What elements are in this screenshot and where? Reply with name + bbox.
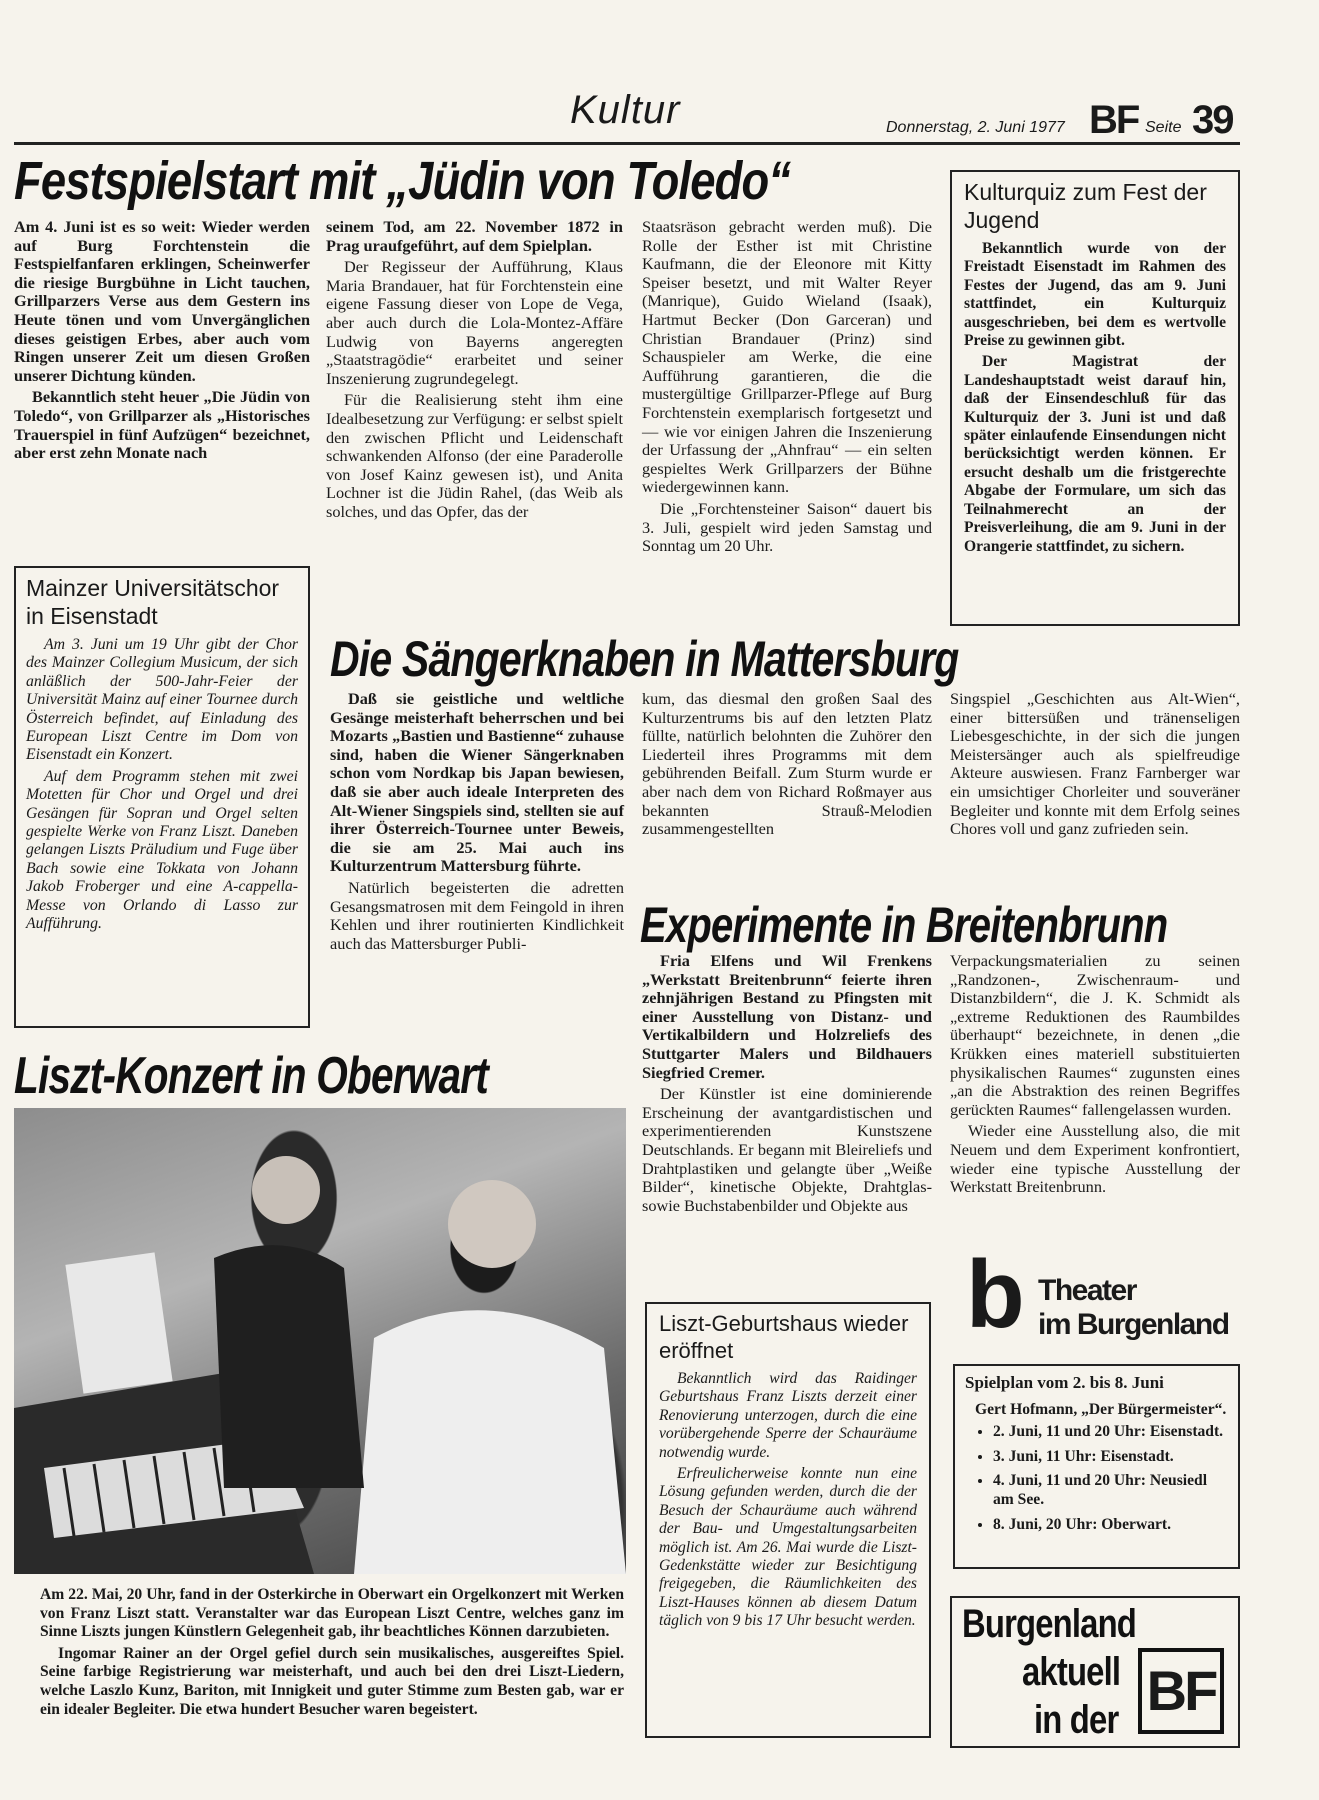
- theater-logo-line2: im Burgenland: [1038, 1308, 1229, 1341]
- ad-logo: BF: [1138, 1648, 1224, 1734]
- paragraph: Daß sie geistliche und weltliche Gesänge meisterhaft beherrschen und bei Mozarts „Bastien und Bastienne“ zuhause sind, haben die Wiener Sängerknaben schon vom Nordkap bis Japan bewiesen, daß sie aber auch ideale Interpreten des Alt-Wiener Singspiels sind, stellten sie auf ihrer Österreich-Tournee unter Beweis, die sie am 25. Mai auch ins Kulturzentrum Mattersburg führte.: [330, 689, 624, 876]
- spielplan-title: Spielplan vom 2. bis 8. Juni: [965, 1373, 1164, 1392]
- page-label: Seite: [1145, 119, 1182, 136]
- saengerknaben-headline: Die Sängerknaben in Mattersburg: [330, 631, 959, 687]
- saengerknaben-col3: [950, 690, 1240, 842]
- kulturquiz-box: [950, 170, 1240, 626]
- festspiel-col3: [642, 218, 932, 559]
- bf-advertisement: [950, 1596, 1240, 1748]
- paragraph: Die „Forchtensteiner Saison“ dauert bis 3. Juli, gespielt wird jeden Samstag und Sonntag um 20 Uhr.: [642, 498, 932, 556]
- theater-logo-line1: Theater: [1038, 1274, 1136, 1307]
- geburtshaus-box: [645, 1302, 931, 1738]
- paragraph: Der Magistrat der Landeshauptstadt weist darauf hin, daß der Einsendeschluß für das Kulturquiz der 3. Juni ist und daß später einlaufende Einsendungen nicht berücksichtigt werden können. Er ersucht deshalb um die fristgerechte Abgabe der Formulare, um sich das Teilnahmerecht an der Preisverleihung, die am 9. Juni in der Orangerie stattfindet, zu sichern.: [964, 353, 1226, 555]
- experimente-col1: [642, 952, 932, 1218]
- issue-date: Donnerstag, 2. Juni 1977: [886, 119, 1065, 136]
- liszt-konzert-caption: [40, 1586, 624, 1722]
- spielplan-dates: [965, 1423, 1228, 1534]
- geburtshaus-body: [659, 1370, 917, 1631]
- paragraph: Der Künstler ist eine dominierende Erscheinung der avantgardistischen und experimentierenden Kunstszene Deutschlands. Er begann mit Bleireliefs und Drahtplastiken und gelangte über „Weiße Bilder“, kinetische Objekte, Drahtglas- sowie Buchstabenbilder und Objekte aus: [642, 1084, 932, 1215]
- list-item: • 8. Juni, 20 Uhr: Oberwart.: [993, 1516, 1228, 1535]
- experimente-headline: Experimente in Breitenbrunn: [640, 897, 1168, 953]
- ad-line3: in der: [1034, 1698, 1119, 1742]
- list-item: • 3. Juni, 11 Uhr: Eisenstadt.: [993, 1448, 1228, 1467]
- theater-logo: [966, 1241, 1236, 1352]
- paragraph: kum, das diesmal den großen Saal des Kulturzentrums bis auf den letzten Platz füllte, natürlich belohnten die Zuhörer den Liederteil ihres Programms mit dem gebührenden Beifall. Zum Sturm wurde er aber nach dem von Richard Roßmayer aus bekannten Strauß-Melodien zusammengestellten: [642, 689, 932, 839]
- kulturquiz-body: [964, 240, 1226, 556]
- paragraph: Ingomar Rainer an der Orgel gefiel durch sein musikalisches, ausgereiftes Spiel. Seine farbige Registrierung war meisterhaft, und auch bei den drei Liszt-Liedern, welche Laszlo Kunz, Bariton, mit Innigkeit und guter Stimme zum Besten gab, war er ein idealer Begleiter. Die etwa hundert Besucher waren begeistert.: [40, 1644, 624, 1718]
- paragraph: Für die Realisierung steht ihm eine Idealbesetzung zur Verfügung: er selbst spielt den zwischen Pflicht und Leidenschaft schwankenden Alfonso (der eine Paraderolle von Josef Kainz gewesen ist), und Anita Lochner ist die Jüdin Rahel, (das Weib als solches, und das Opfer, das der: [326, 390, 623, 521]
- paragraph: Fria Elfens und Wil Frenkens „Werkstatt Breitenbrunn“ feierte ihren zehnjährigen Bestand zu Pfingsten mit einer Ausstellung von Distanz- und Vertikalbildern und Holzreliefs des Stuttgarter Malers und Bildhauers Siegfried Cremer.: [642, 951, 932, 1082]
- paragraph: seinem Tod, am 22. November 1872 in Prag uraufgeführt, auf dem Spielplan.: [326, 217, 623, 255]
- festspiel-col2: [326, 218, 623, 525]
- header-rule: [14, 142, 1240, 145]
- mainz-title: Mainzer Universitätschor in Eisenstadt: [26, 575, 280, 629]
- ad-line1: Burgenland: [962, 1602, 1137, 1646]
- paragraph: Bekanntlich steht heuer „Die Jüdin von Toledo“, von Grillparzer als „Historisches Trauerspiel in fünf Aufzügen“ bezeichnet, aber erst zehn Monate nach: [14, 387, 310, 463]
- mainz-box: [14, 566, 310, 1028]
- paragraph: Am 4. Juni ist es so weit: Wieder werden auf Burg Forchtenstein die Festspielfanfaren erklingen, Scheinwerfer die riesige Burgbühne in Licht tauchen, Grillparzers Verse aus dem Gestern ins Heute tönen und vom Unvergänglichen dieses geistigen Erbes, aber auch vom Ringen unserer Zeit um diesen Großen unserer Dichtung künden.: [14, 217, 310, 385]
- paragraph: Verpackungsmaterialien zu seinen „Randzonen-, Zwischenraum- und Distanzbildern“, die J. K. Schmidt als „extreme Reduktionen des Raumbildes überhaupt“ bezeichnete, in denen „die Krükken eines materiell substituierten physikalischen Raumes“ zugunsten eines „an die Abstraktion des reinen Begriffes gerückten Raumes“ fallengelassen wurden.: [950, 951, 1240, 1119]
- spielplan-play: Gert Hofmann, „Der Bürgermeister“.: [975, 1400, 1227, 1418]
- mainz-body: [26, 636, 298, 934]
- geburtshaus-title: Liszt-Geburtshaus wieder eröffnet: [659, 1311, 909, 1363]
- list-item: • 2. Juni, 11 und 20 Uhr: Eisenstadt.: [993, 1423, 1228, 1442]
- organ-concert-photo: [14, 1108, 626, 1574]
- paragraph: Auf dem Programm stehen mit zwei Motetten für Chor und Orgel und drei Gesängen für Sopran und Orgel selten gespielte Werke von Franz Liszt. Daneben gelangen Liszts Präludium und Fuge über Bach sowie eine Tokkata von Johann Jakob Froberger und eine A-cappella-Messe von Orlando di Lasso zur Aufführung.: [26, 767, 298, 933]
- festspiel-col1: [14, 218, 310, 466]
- header-logo: BF: [1089, 98, 1139, 142]
- saengerknaben-col2: [642, 690, 932, 842]
- paragraph: Staatsräson gebracht werden muß). Die Rolle der Esther ist mit Christine Kaufmann, die der Eleonore mit Kitty Speiser besetzt, und mit Walter Reyer (Manrique), Guido Wieland (Isaak), Hartmut Becker (Don Garceran) und Christian Brandauer (Prinz) sind Schauspieler am Werke, die eine Aufführung garantieren, die die mustergültige Grillparzer-Pflege auf Burg Forchtenstein exemplarisch fortgesetzt und — wie vor einigen Jahren die Inszenierung der Urfassung der „Ahnfrau“ — ein selten gespieltes Werk Grillparzers der Bühne wiedergewinnen kann.: [642, 217, 932, 497]
- photo-shapes: [14, 1108, 626, 1574]
- paragraph: Am 3. Juni um 19 Uhr gibt der Chor des Mainzer Collegium Musicum, der sich anläßlich der 500-Jahr-Feier der Universität Mainz auf einer Tournee durch Österreich befindet, auf Einladung des European Liszt Centre im Dom von Eisenstadt ein Konzert.: [26, 636, 298, 764]
- liszt-konzert-headline: Liszt-Konzert in Oberwart: [14, 1047, 489, 1105]
- paragraph: Am 22. Mai, 20 Uhr, fand in der Osterkirche in Oberwart ein Orgelkonzert mit Werken von Franz Liszt statt. Veranstalter war das European Liszt Centre, welches ganz im Sinne Liszts jungen Künstlern Gelegenheit gab, ihr beachtliches Können darzubieten.: [40, 1586, 624, 1641]
- theater-logo-icon: b: [966, 1241, 1025, 1348]
- paragraph: Singspiel „Geschichten aus Alt-Wien“, einer bittersüßen und tränenseligen Liebesgeschichte, in der sich die jungen Meistersänger auch als spielfreudige Akteure auswiesen. Franz Farnberger war ein umsichtiger Chorleiter und souveräner Begleiter und konnte mit dem Erfolg seines Chores voll und ganz zufrieden sein.: [950, 689, 1240, 839]
- paragraph: Bekanntlich wurde von der Freistadt Eisenstadt im Rahmen des Festes der Jugend, das am 9. Juni stattfindet, ein Kulturquiz ausgeschrieben, bei dem es wertvolle Preise zu gewinnen gibt.: [964, 240, 1226, 350]
- ad-line2: aktuell: [1022, 1650, 1121, 1694]
- experimente-col2: [950, 952, 1240, 1200]
- list-item: • 4. Juni, 11 und 20 Uhr: Neusiedl am See.: [993, 1472, 1228, 1509]
- saengerknaben-col1: [330, 690, 624, 956]
- paragraph: Bekanntlich wird das Raidinger Geburtshaus Franz Liszts derzeit einer Renovierung unterzogen, durch die eine vorübergehende Sperre der Schauräume notwendig wurde.: [659, 1370, 917, 1461]
- festspiel-headline: Festspielstart mit „Jüdin von Toledo“: [14, 151, 791, 211]
- section-title: Kultur: [570, 88, 681, 132]
- kulturquiz-title: Kulturquiz zum Fest der Jugend: [964, 179, 1207, 233]
- paragraph: Erfreulicherweise konnte nun eine Lösung gefunden werden, durch die der Besuch der Schauräume auch während der Bau- und Umgestaltungsarbeiten möglich ist. Am 26. Mai wurde die Liszt-Gedenkstätte wieder zur Besichtigung freigegeben, die Räumlichkeiten des Liszt-Hauses können ab diesem Datum täglich von 9 bis 17 Uhr besucht werden.: [659, 1465, 917, 1630]
- paragraph: Wieder eine Ausstellung also, die mit Neuem und dem Experiment konfrontiert, wieder eine typische Ausstellung der Werkstatt Breitenbrunn.: [950, 1121, 1240, 1197]
- page-number: 39: [1192, 98, 1233, 142]
- paragraph: Der Regisseur der Aufführung, Klaus Maria Brandauer, hat für Forchtenstein eine eigene Fassung dieser von Lope de Vega, aber auch durch die Lola-Montez-Affäre Ludwig von Bayerns angeregten „Staatstragödie“ erarbeitet und seiner Inszenierung zugrundegelegt.: [326, 257, 623, 388]
- paragraph: Natürlich begeisterten die adretten Gesangsmatrosen mit dem Feingold in ihren Kehlen und ihrer routinierten Kindlichkeit auch das Mattersburger Publi-: [330, 877, 624, 953]
- spielplan-box: [953, 1364, 1240, 1569]
